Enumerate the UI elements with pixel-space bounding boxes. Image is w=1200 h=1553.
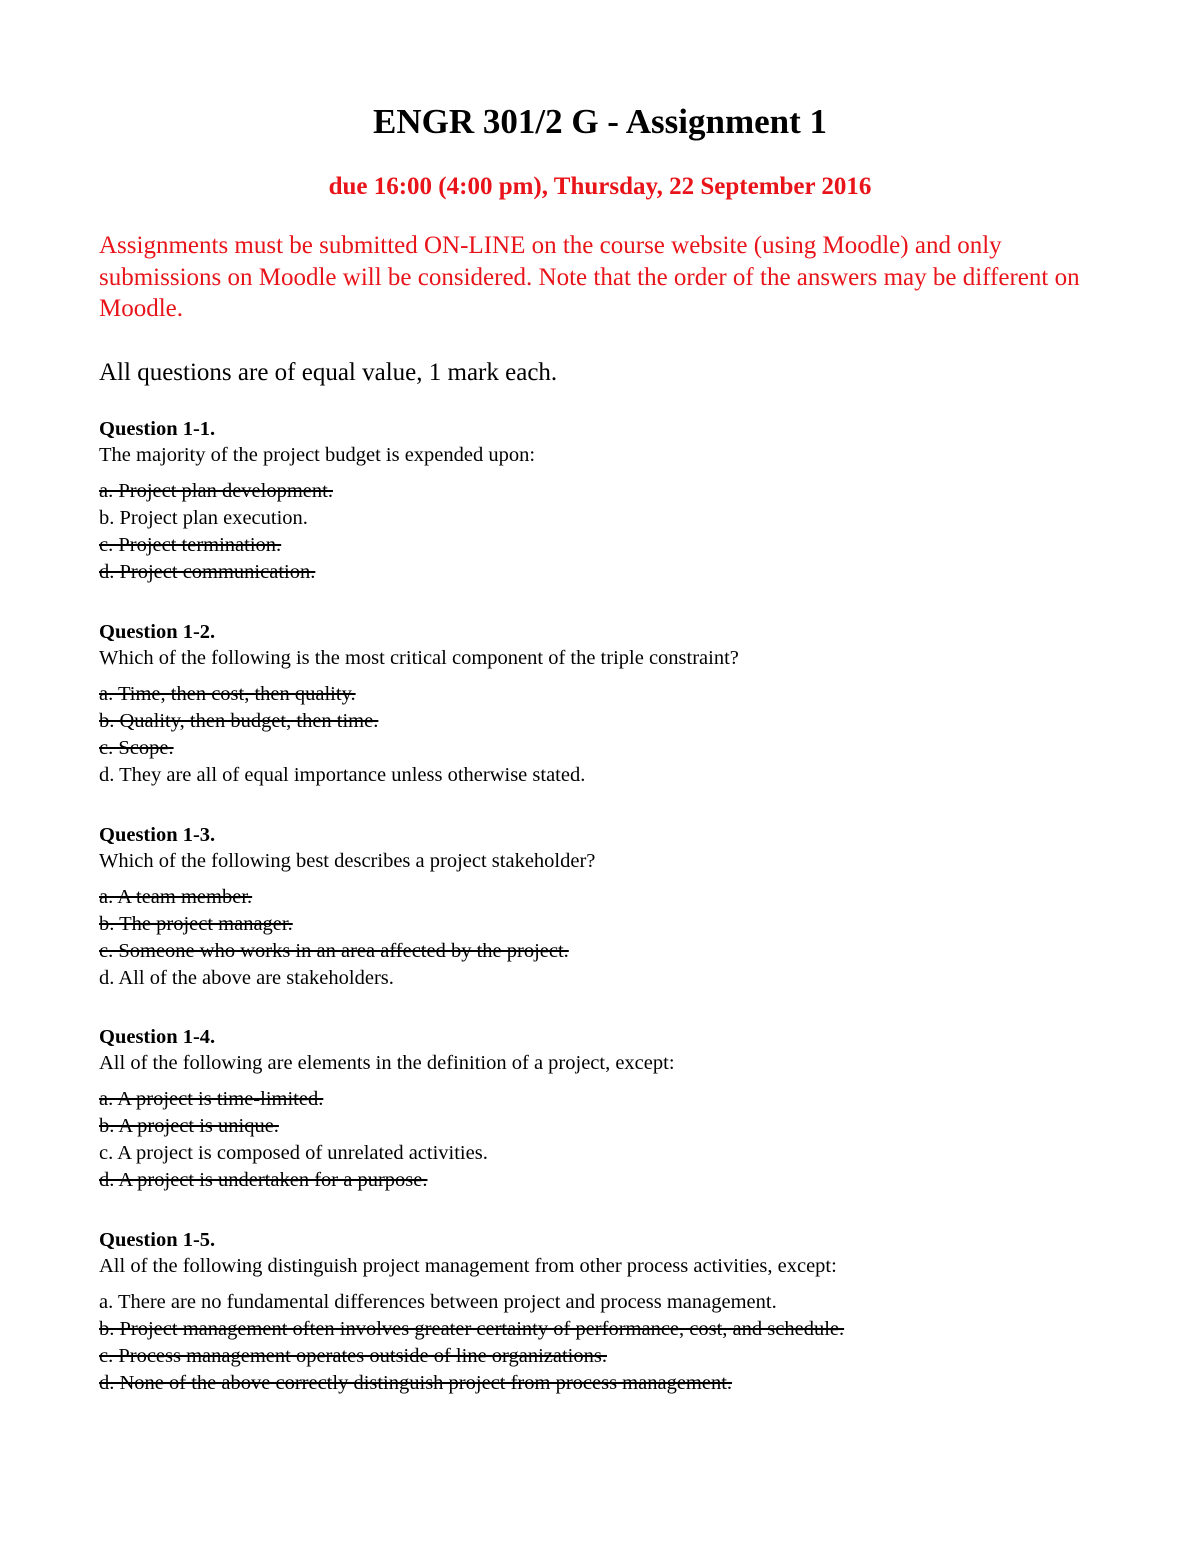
answer-option: b. Quality, then budget, then time. bbox=[99, 710, 379, 732]
question-1-1 bbox=[99, 416, 1109, 586]
answer-options bbox=[99, 478, 1109, 586]
question-1-3 bbox=[99, 822, 1109, 992]
answer-option: d. Project communication. bbox=[99, 561, 316, 583]
question-heading: Question 1-3. bbox=[99, 824, 216, 846]
question-text: All of the following are elements in the definition of a project, except: bbox=[99, 1052, 675, 1074]
answer-option: b. Project management often involves greater certainty of performance, cost, and schedule. bbox=[99, 1318, 845, 1340]
answer-option: d. None of the above correctly distinguish project from process management. bbox=[99, 1372, 733, 1394]
question-text: Which of the following best describes a project stakeholder? bbox=[99, 850, 596, 872]
answer-option: c. Process management operates outside of line organizations. bbox=[99, 1345, 607, 1367]
question-heading: Question 1-5. bbox=[99, 1229, 216, 1251]
question-text: Which of the following is the most critical component of the triple constraint? bbox=[99, 647, 739, 669]
answer-option: c. Scope. bbox=[99, 737, 174, 759]
page-title: ENGR 301/2 G - Assignment 1 bbox=[372, 102, 828, 141]
answer-option: b. A project is unique. bbox=[99, 1115, 279, 1137]
answer-options bbox=[99, 884, 1109, 992]
answer-options bbox=[99, 681, 1109, 789]
answer-options bbox=[99, 1086, 1109, 1194]
answer-option: a. Project plan development. bbox=[99, 480, 333, 502]
answer-option: b. The project manager. bbox=[99, 913, 293, 935]
answer-option: a. There are no fundamental differences between project and process management. bbox=[99, 1291, 777, 1313]
answer-option: c. Project termination. bbox=[99, 534, 282, 556]
question-1-5 bbox=[99, 1227, 1109, 1397]
answer-options bbox=[99, 1289, 1109, 1397]
answer-option: d. They are all of equal importance unless otherwise stated. bbox=[99, 764, 586, 786]
question-text: The majority of the project budget is expended upon: bbox=[99, 444, 536, 466]
answer-option: a. A team member. bbox=[99, 886, 253, 908]
due-date: due 16:00 (4:00 pm), Thursday, 22 September 2016 bbox=[328, 173, 872, 200]
question-heading: Question 1-1. bbox=[99, 418, 216, 440]
answer-option: c. Someone who works in an area affected by the project. bbox=[99, 940, 569, 962]
submission-notice: Assignments must be submitted ON-LINE on the course website (using Moodle) and only submissions on Moodle will be considered. Note that the order of the answers may be different on Moodle. bbox=[99, 232, 1080, 322]
question-heading: Question 1-2. bbox=[99, 621, 216, 643]
answer-option: a. A project is time-limited. bbox=[99, 1088, 324, 1110]
marking-note: All questions are of equal value, 1 mark each. bbox=[99, 359, 558, 386]
answer-option: d. A project is undertaken for a purpose. bbox=[99, 1169, 428, 1191]
answer-option: a. Time, then cost, then quality. bbox=[99, 683, 356, 705]
question-1-4 bbox=[99, 1024, 1109, 1194]
question-heading: Question 1-4. bbox=[99, 1026, 216, 1048]
answer-option: d. All of the above are stakeholders. bbox=[99, 967, 394, 989]
question-text: All of the following distinguish project management from other process activities, except: bbox=[99, 1255, 837, 1277]
question-1-2 bbox=[99, 619, 1109, 789]
answer-option: c. A project is composed of unrelated activities. bbox=[99, 1142, 488, 1164]
answer-option: b. Project plan execution. bbox=[99, 507, 308, 529]
